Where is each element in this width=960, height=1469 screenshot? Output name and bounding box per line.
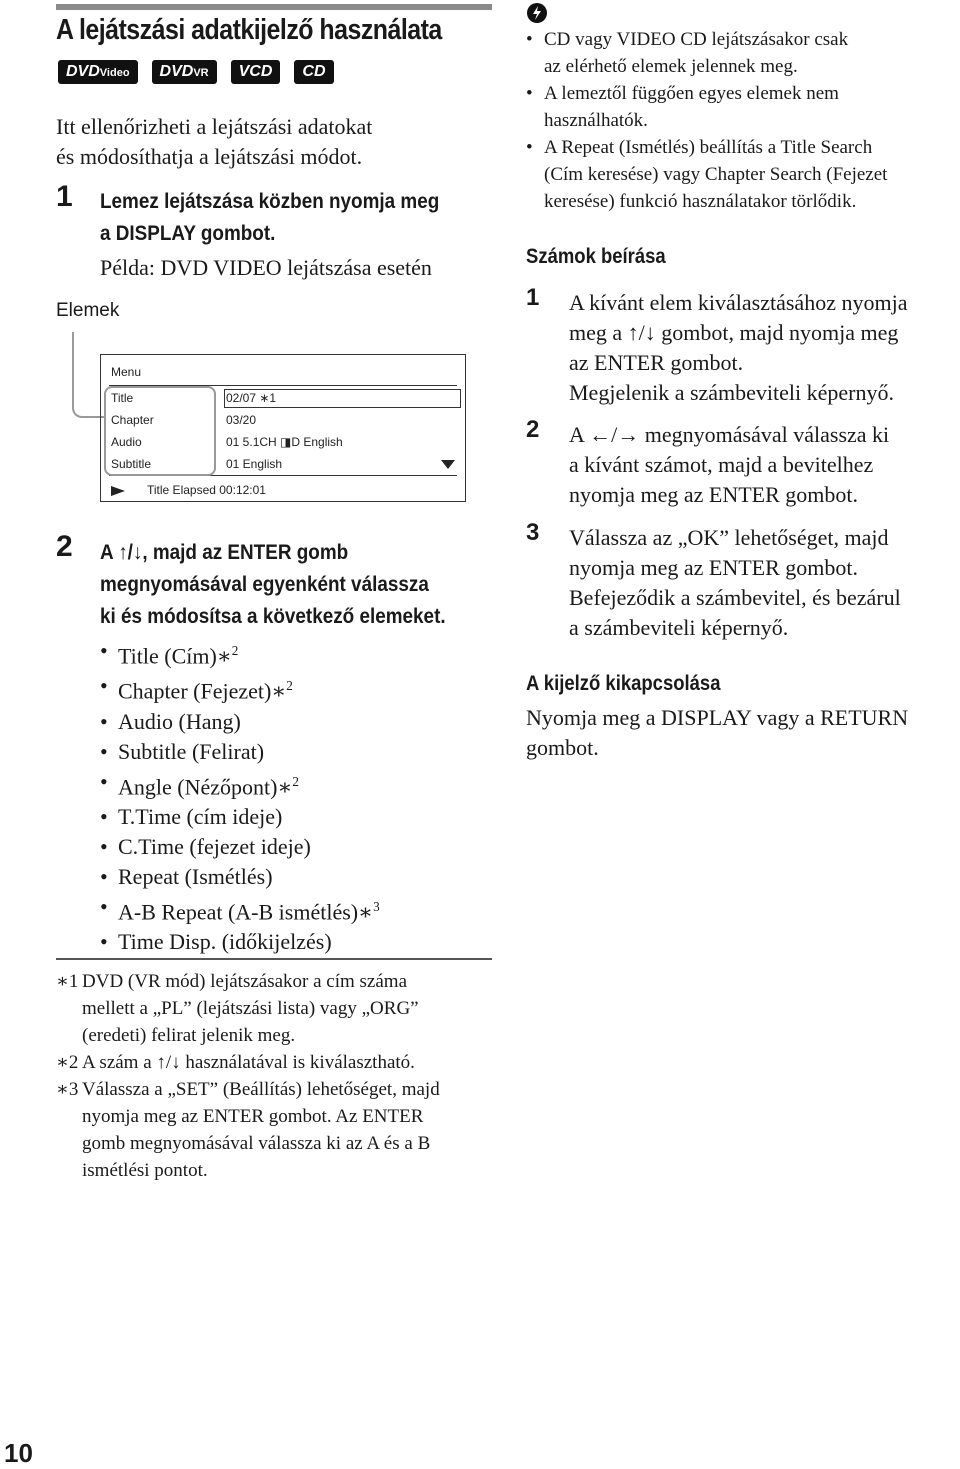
footnote-divider (56, 958, 492, 960)
osd-status: Title Elapsed 00:12:01 (147, 483, 266, 497)
osd-row-label: Title (111, 391, 134, 405)
list-item: • Title (Cím)∗$^2$ (100, 636, 380, 671)
list-item: • A-B Repeat (A-B ismétlés)∗$^3$ (100, 892, 380, 927)
dvd-vr-badge: DVDVR (152, 60, 217, 84)
osd-row-value: 01 5.1CH ◨D English (226, 435, 343, 449)
list-item: • A lemeztől függően egyes elemek nem használhatók. (526, 80, 956, 134)
section-heading: Számok beírása (526, 245, 666, 268)
element-list (100, 636, 380, 957)
note-icon (526, 2, 548, 29)
list-item: • Time Disp. (időkijelzés) (100, 927, 380, 957)
step-text: A kívánt elem kiválasztásához nyomja meg a ↑/↓ gombot, majd nyomja meg az ENTER gombot. Megjelenik a számbeviteli képernyő. (569, 290, 908, 405)
osd-menu-label: Menu (111, 365, 142, 379)
osd-row-label: Subtitle (111, 457, 152, 471)
osd-row-value: 01 English (226, 457, 283, 471)
footnotes (56, 968, 496, 1184)
step2-text: A ↑/↓, majd az ENTER gomb megnyomásával egyenként válassza ki és módosítsa a következő elemeket. (100, 541, 446, 628)
top-rule (56, 4, 492, 10)
list-item: • CD vagy VIDEO CD lejátszásakor csak az elérhető elemek jelennek meg. (526, 26, 956, 80)
list-item: • Repeat (Ismétlés) (100, 862, 380, 892)
step1-number: 1 (56, 180, 73, 213)
list-item: • C.Time (fejezet ideje) (100, 832, 380, 862)
disc-badges (58, 60, 334, 84)
intro-text: Itt ellenőrizheti a lejátszási adatokat és módosíthatja a lejátszási módot. (56, 114, 373, 169)
step-number: 1 (526, 284, 540, 311)
list-item: • Subtitle (Felirat) (100, 737, 380, 767)
elemek-label: Elemek (56, 300, 120, 321)
dropdown-arrow-icon (441, 459, 455, 473)
example-caption: Példa: DVD VIDEO lejátszása esetén (100, 255, 432, 280)
footnote: ∗3 Válassza a „SET” (Beállítás) lehetőséget, majd nyomja meg az ENTER gombot. Az ENTER gomb megnyomásával válassza ki az A és a B ismétlési pontot. (56, 1079, 440, 1181)
osd-row-value: 03/20 (226, 413, 257, 427)
osd-row-value: 02/07 ∗1 (226, 391, 277, 405)
list-item: • Angle (Nézőpont)∗$^2$ (100, 767, 380, 802)
osd-highlight (224, 389, 461, 408)
step-number: 3 (526, 519, 540, 546)
footnote: ∗2 A szám a ↑/↓ használatával is kiválasztható. (56, 1052, 415, 1073)
step-text: Válassza az „OK” lehetőséget, majd nyomja meg az ENTER gombot. Befejeződik a számbevitel, és bezárul a számbeviteli képernyő. (569, 525, 901, 640)
dvd-video-badge: DVDVideo (58, 60, 138, 84)
cd-badge: CD (294, 60, 333, 84)
footnote: ∗1 DVD (VR mód) lejátszásakor a cím száma mellett a „PL” (lejátszási lista) vagy „ORG” (eredeti) felirat jelenik meg. (56, 971, 419, 1046)
osd-row-label: Audio (111, 435, 142, 449)
play-icon (111, 485, 125, 499)
page-title: A lejátszási adatkijelző használata (56, 14, 442, 46)
step2-number: 2 (56, 530, 73, 563)
list-item: • Audio (Hang) (100, 707, 380, 737)
section-heading: A kijelző kikapcsolása (526, 672, 721, 695)
list-item: • T.Time (cím ideje) (100, 802, 380, 832)
section-text: Nyomja meg a DISPLAY vagy a RETURN gombot. (526, 705, 909, 760)
notes-list (526, 26, 956, 215)
step1-text: Lemez lejátszása közben nyomja meg a DISPLAY gombot. (100, 190, 440, 245)
step-text: A ←/→ megnyomásával válassza ki a kívánt számot, majd a bevitelhez nyomja meg az ENTER gombot. (569, 422, 890, 507)
step-number: 2 (526, 416, 540, 443)
vcd-badge: VCD (231, 60, 281, 84)
page-number: 10 (4, 1438, 33, 1468)
elemek-frame (104, 386, 216, 476)
list-item: • Chapter (Fejezet)∗$^2$ (100, 671, 380, 706)
list-item: • A Repeat (Ismétlés) beállítás a Title Search (Cím keresése) vagy Chapter Search (Fejezet keresése) funkció használatakor törlődik. (526, 134, 956, 215)
osd-row-label: Chapter (111, 413, 154, 427)
